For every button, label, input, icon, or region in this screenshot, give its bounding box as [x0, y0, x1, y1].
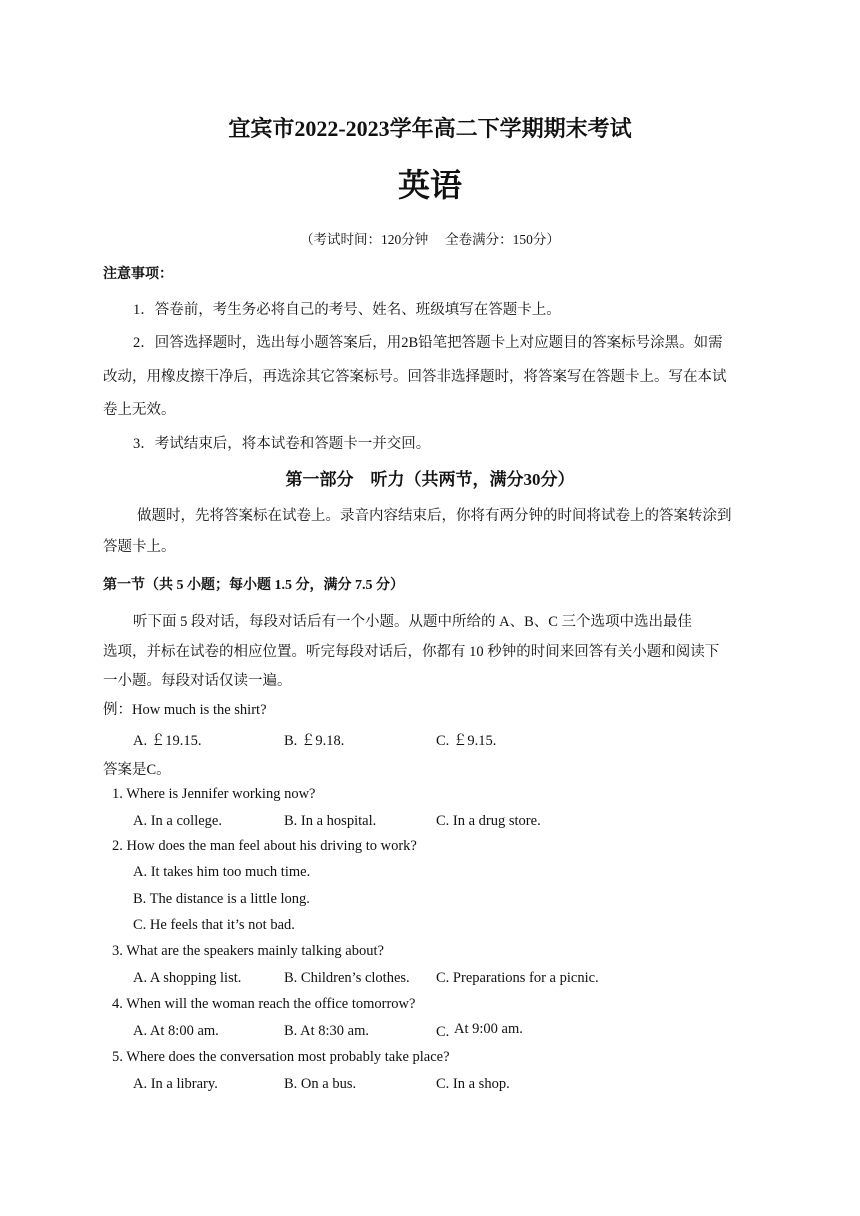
question-1-option-a: A. In a college. [133, 813, 222, 829]
question-3-option-c: C. Preparations for a picnic. [436, 970, 599, 986]
question-3-option-b: B. Children’s clothes. [284, 970, 410, 986]
question-2-option-a: A. It takes him too much time. [133, 864, 311, 880]
notice-item-2-line-3: 卷上无效。 [103, 402, 176, 418]
question-5-option-a: A. In a library. [133, 1076, 218, 1092]
notice-heading: 注意事项： [103, 266, 173, 282]
example-option-c: C. ￡9.15. [436, 733, 497, 749]
example-option-a: A. ￡19.15. [133, 733, 202, 749]
question-1-option-b: B. In a hospital. [284, 813, 377, 829]
exam-time-info: （考试时间：120分钟 全卷满分：150分） [300, 232, 560, 247]
question-4-option-c-text: At 9:00 am. [454, 1021, 523, 1037]
section1-instruction-line-1: 听下面 5 段对话，每段对话后有一个小题。从题中所给的 A、B、C 三个选项中选出最佳 [133, 614, 693, 630]
question-4-stem: 4. When will the woman reach the office tomorrow? [112, 996, 416, 1012]
question-2-option-b: B. The distance is a little long. [133, 891, 310, 907]
part1-heading: 第一部分 听力（共两节，满分30分） [285, 470, 575, 489]
question-5-option-c: C. In a shop. [436, 1076, 510, 1092]
subject-title: 英语 [397, 166, 462, 204]
question-1-stem: 1. Where is Jennifer working now? [112, 786, 316, 802]
section1-instruction-line-2: 选项，并标在试卷的相应位置。听完每段对话后，你都有 10 秒钟的时间来回答有关小题和阅读下 [103, 644, 720, 660]
question-4-option-c-prefix: C. [436, 1024, 450, 1040]
part1-intro-line-2: 答题卡上。 [103, 539, 176, 555]
section1-instruction-line-3: 一小题。每段对话仅读一遍。 [103, 673, 292, 689]
part1-intro-line-1: 做题时，先将答案标在试卷上。录音内容结束后，你将有两分钟的时间将试卷上的答案转涂到 [137, 508, 732, 524]
example-question: 例：How much is the shirt? [103, 702, 267, 718]
question-2-option-c: C. He feels that it’s not bad. [133, 917, 295, 933]
notice-item-2-line-2: 改动，用橡皮擦干净后，再选涂其它答案标号。回答非选择题时，将答案写在答题卡上。写在本试 [103, 369, 727, 385]
notice-item-1: 1．答卷前，考生务必将自己的考号、姓名、班级填写在答题卡上。 [133, 302, 561, 318]
question-3-stem: 3. What are the speakers mainly talking about? [112, 943, 384, 959]
notice-item-2-line-1: 2．回答选择题时，选出每小题答案后，用2B铅笔把答题卡上对应题目的答案标号涂黑。如需 [133, 335, 723, 351]
question-4-option-b: B. At 8:30 am. [284, 1023, 369, 1039]
question-1-option-c: C. In a drug store. [436, 813, 541, 829]
notice-item-3: 3．考试结束后，将本试卷和答题卡一并交回。 [133, 436, 431, 452]
question-4-option-a: A. At 8:00 am. [133, 1023, 219, 1039]
example-answer: 答案是C。 [103, 762, 171, 778]
example-option-b: B. ￡9.18. [284, 733, 345, 749]
question-5-stem: 5. Where does the conversation most probably take place? [112, 1049, 450, 1065]
question-3-option-a: A. A shopping list. [133, 970, 242, 986]
section1-heading: 第一节（共 5 小题；每小题 1.5 分，满分 7.5 分） [103, 578, 404, 593]
exam-title: 宜宾市2022-2023学年高二下学期期末考试 [228, 116, 632, 141]
question-2-stem: 2. How does the man feel about his driving to work? [112, 838, 417, 854]
question-5-option-b: B. On a bus. [284, 1076, 357, 1092]
